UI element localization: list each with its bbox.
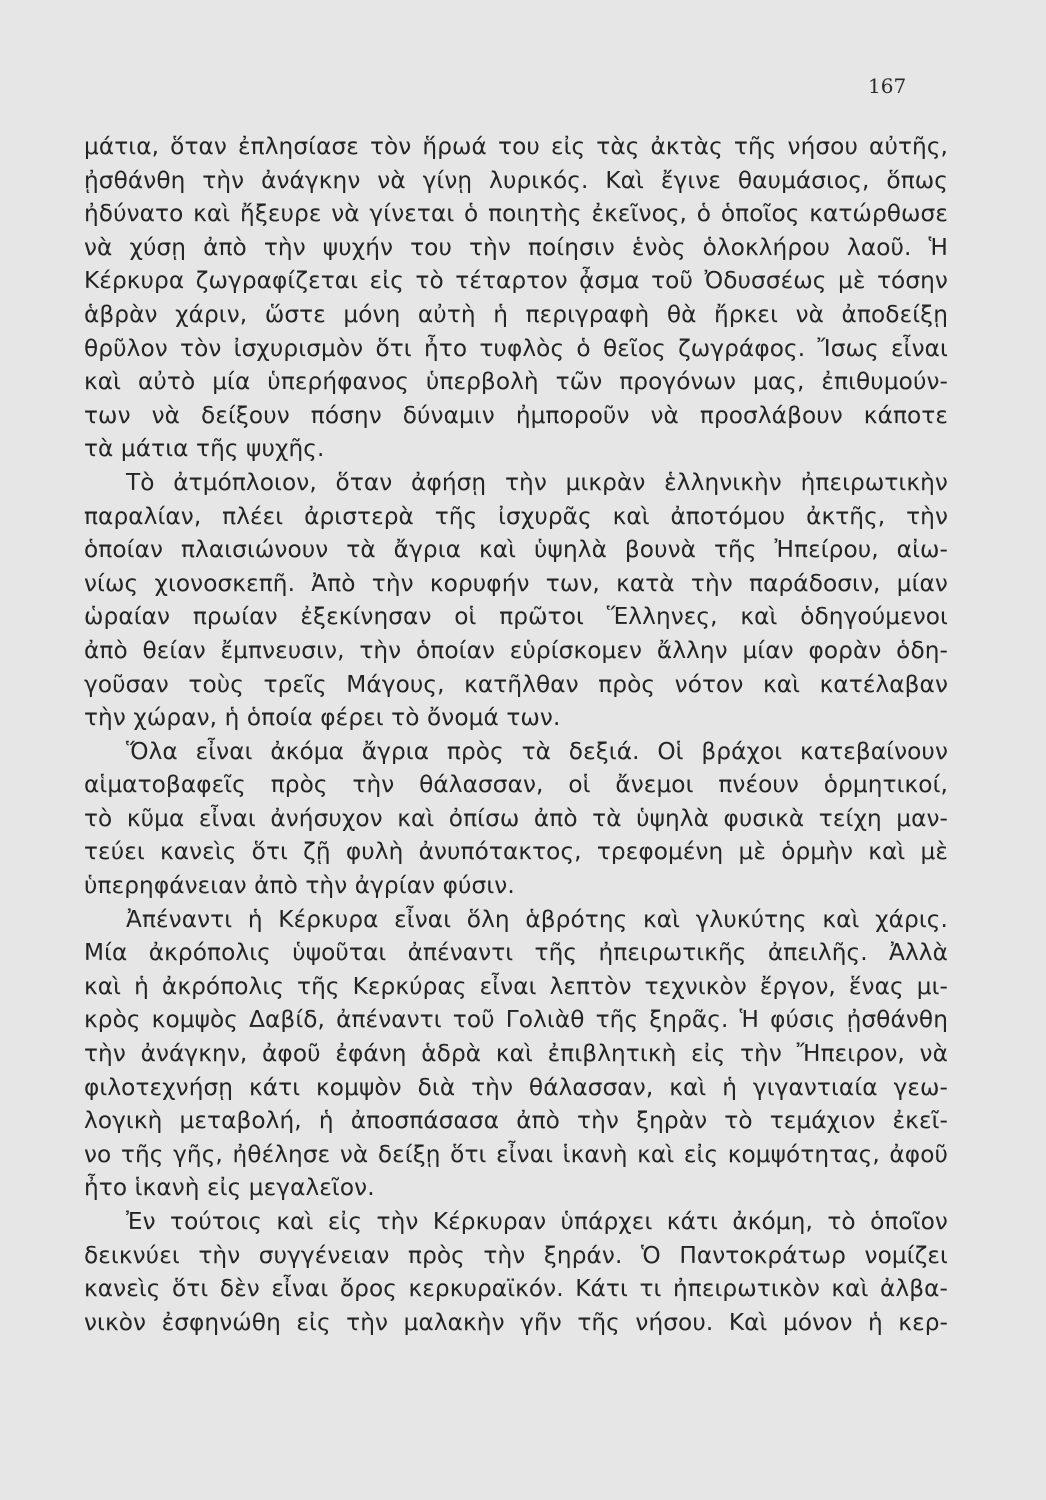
page-number: 167 (868, 74, 907, 98)
text-line: Μία ἀκρόπολις ὑψοῦται ἀπέναντι τῆς ἠπειρωτικῆς ἀπειλῆς. Ἀλλὰ (84, 939, 948, 967)
text-line: των νὰ δείξουν πόσην δύναμιν ἠμποροῦν νὰ προσλάβουν κάποτε (84, 401, 948, 429)
text-line: νίως χιονοσκεπῆ. Ἀπὸ τὴν κορυφήν των, κατὰ τὴν παράδοσιν, μίαν (84, 569, 948, 597)
text-line: μάτια, ὅταν ἐπλησίασε τὸν ἥρωά του εἰς τὰς ἀκτὰς τῆς νήσου αὐτῆς, (84, 133, 948, 160)
text-line: ἀπὸ θείαν ἔμπνευσιν, τὴν ὁποίαν εὑρίσκομεν ἄλλην μίαν φορὰν ὁδη- (84, 636, 948, 664)
text-line: καὶ αὐτὸ μία ὑπερήφανος ὑπερβολὴ τῶν προγόνων μας, ἐπιθυμούν- (84, 368, 948, 396)
text-line: ἠδύνατο καὶ ἤξευρε νὰ γίνεται ὁ ποιητὴς ἐκεῖνος, ὁ ὁποῖος κατώρθωσε (84, 200, 948, 228)
text-line: θρῦλον τὸν ἰσχυρισμὸν ὅτι ἦτο τυφλὸς ὁ θεῖος ζωγράφος. Ἴσως εἶναι (84, 334, 948, 362)
text-line: ὡραίαν πρωίαν ἐξεκίνησαν οἱ πρῶτοι Ἕλληνες, καὶ ὁδηγούμενοι (84, 603, 948, 631)
text-line: Ἀπέναντι ἡ Κέρκυρα εἶναι ὅλη ἁβρότης καὶ γλυκύτης καὶ χάρις. (126, 905, 948, 933)
text-line: Κέρκυρα ζωγραφίζεται εἰς τὸ τέταρτον ᾆσμα τοῦ Ὀδυσσέως μὲ τόσην (84, 267, 948, 295)
text-line: τὸ κῦμα εἶναι ἀνήσυχον καὶ ὀπίσω ἀπὸ τὰ ὑψηλὰ φυσικὰ τείχη μαν- (84, 804, 948, 832)
text-line: ᾐσθάνθη τὴν ἀνάγκην νὰ γίνῃ λυρικός. Καὶ ἔγινε θαυμάσιος, ὅπως (84, 166, 948, 194)
text-line: νικὸν ἐσφηνώθη εἰς τὴν μαλακὴν γῆν τῆς νήσου. Καὶ μόνον ἡ κερ- (84, 1308, 948, 1336)
text-line: ἦτο ἱκανὴ εἰς μεγαλεῖον. (84, 1174, 375, 1202)
text-line: κρὸς κομψὸς Δαβίδ, ἀπέναντι τοῦ Γολιὰθ τῆς ξηρᾶς. Ἡ φύσις ᾐσθάνθη (84, 1006, 948, 1034)
text-line: Ὅλα εἶναι ἀκόμα ἄγρια πρὸς τὰ δεξιά. Οἱ βράχοι κατεβαίνουν (126, 737, 948, 765)
text-line: νὰ χύσῃ ἀπὸ τὴν ψυχήν του τὴν ποίησιν ἑνὸς ὁλοκλήρου λαοῦ. Ἡ (84, 233, 948, 261)
text-line: αἱματοβαφεῖς πρὸς τὴν θάλασσαν, οἱ ἄνεμοι πνέουν ὁρμητικοί, (84, 771, 948, 799)
text-line: ἁβρὰν χάριν, ὥστε μόνη αὐτὴ ἡ περιγραφὴ θὰ ἤρκει νὰ ἀποδείξῃ (84, 300, 948, 328)
text-line: παραλίαν, πλέει ἀριστερὰ τῆς ἰσχυρᾶς καὶ ἀποτόμου ἀκτῆς, τὴν (84, 502, 948, 530)
text-line: ὁποίαν πλαισιώνουν τὰ ἄγρια καὶ ὑψηλὰ βουνὰ τῆς Ἠπείρου, αἰω- (84, 536, 948, 564)
text-line: ὑπερηφάνειαν ἀπὸ τὴν ἀγρίαν φύσιν. (84, 872, 515, 900)
text-line: νο τῆς γῆς, ἠθέλησε νὰ δείξῃ ὅτι εἶναι ἱκανὴ καὶ εἰς κομψότητας, ἀφοῦ (84, 1140, 948, 1168)
text-line: δεικνύει τὴν συγγένειαν πρὸς τὴν ξηράν. Ὁ Παντοκράτωρ νομίζει (84, 1241, 948, 1269)
text-line: τὴν χώραν, ἡ ὁποία φέρει τὸ ὄνομά των. (84, 704, 561, 732)
text-line: λογικὴ μεταβολή, ἡ ἀποσπάσασα ἀπὸ τὴν ξηρὰν τὸ τεμάχιον ἐκεῖ- (84, 1107, 948, 1135)
text-line: τεύει κανεὶς ὅτι ζῇ φυλὴ ἀνυπότακτος, τρεφομένη μὲ ὁρμὴν καὶ μὲ (84, 838, 948, 866)
text-line: τὴν ἀνάγκην, ἀφοῦ ἐφάνη ἁδρὰ καὶ ἐπιβλητικὴ εἰς τὴν Ἤπειρον, νὰ (84, 1040, 948, 1068)
body-text (84, 130, 948, 1339)
text-line: Ἐν τούτοις καὶ εἰς τὴν Κέρκυραν ὑπάρχει κάτι ἀκόμη, τὸ ὁποῖον (126, 1208, 948, 1235)
text-line: καὶ ἡ ἀκρόπολις τῆς Κερκύρας εἶναι λεπτὸν τεχνικὸν ἔργον, ἕνας μι- (84, 972, 948, 1000)
text-line: Τὸ ἀτμόπλοιον, ὅταν ἀφήσῃ τὴν μικρὰν ἑλληνικὴν ἠπειρωτικὴν (126, 468, 948, 496)
text-line: φιλοτεχνήσῃ κάτι κομψὸν διὰ τὴν θάλασσαν, καὶ ἡ γιγαντιαία γεω- (84, 1073, 948, 1101)
text-line: κανεὶς ὅτι δὲν εἶναι ὄρος κερκυραϊκόν. Κάτι τι ἠπειρωτικὸν καὶ ἀλβα- (84, 1275, 948, 1303)
text-line: γοῦσαν τοὺς τρεῖς Μάγους, κατῆλθαν πρὸς νότον καὶ κατέλαβαν (84, 670, 948, 698)
text-line: τὰ μάτια τῆς ψυχῆς. (84, 435, 325, 463)
